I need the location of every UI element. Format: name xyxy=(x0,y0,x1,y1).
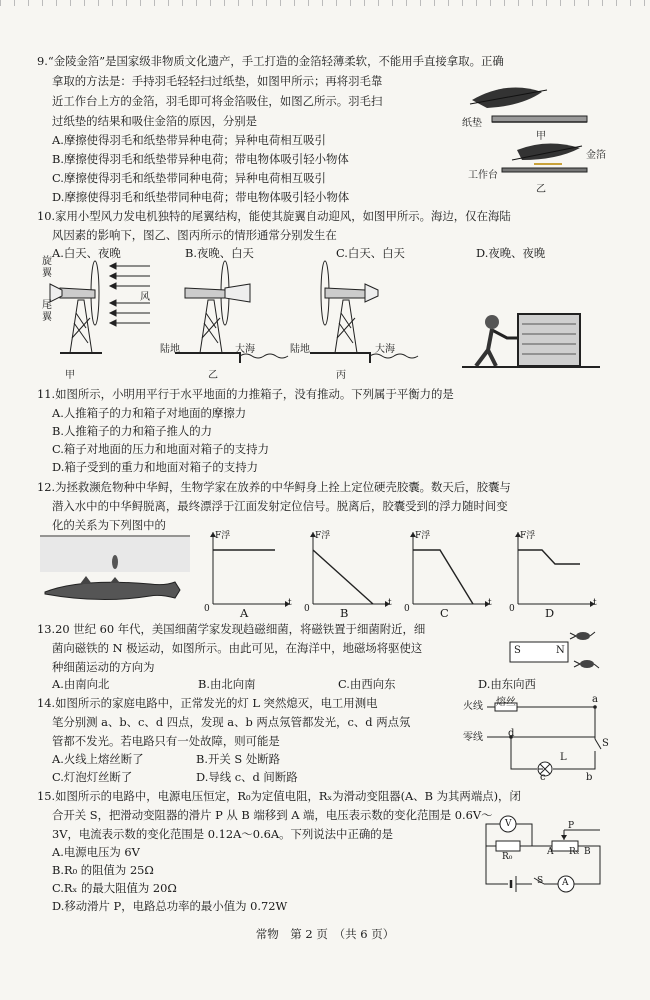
q9-option-c[interactable]: C.摩擦使得羽毛和纸垫带同种电荷；异种电荷相互吸引 xyxy=(52,171,326,185)
q10-rotor-label: 旋翼 xyxy=(42,256,52,279)
q10-bing-label: 丙 xyxy=(336,370,346,381)
q9-option-b[interactable]: B.摩擦使得羽毛和纸垫带异种电荷；带电物体吸引轻小物体 xyxy=(52,152,349,166)
q15-option-b[interactable]: B.R₀ 的阻值为 25Ω xyxy=(52,863,154,877)
q12-stem-3: 化的关系为下列图中的 xyxy=(52,518,166,532)
graph-a-xlabel: t xyxy=(288,598,292,608)
point-d-label: d xyxy=(508,728,515,739)
slider-p xyxy=(561,835,567,840)
resistor-r0 xyxy=(496,841,520,851)
q10-yi-label: 乙 xyxy=(208,370,218,381)
bacteria-icon xyxy=(574,660,599,668)
graph-d xyxy=(515,532,595,607)
graph-d-label[interactable]: D xyxy=(545,606,555,620)
q13-stem-1: 13.20 世纪 60 年代，美国细菌学家发现趋磁细菌，将磁铁置于细菌附近，细 xyxy=(37,622,426,636)
workbench xyxy=(502,168,587,172)
wind-turbine-jia xyxy=(50,261,102,353)
q13-option-c[interactable]: C.由西向东 xyxy=(338,677,396,691)
graph-a-origin: 0 xyxy=(204,604,210,614)
lamp-label: L xyxy=(560,752,567,763)
q15-option-c[interactable]: C.Rₓ 的最大阻值为 20Ω xyxy=(52,881,177,895)
q10-land-label-yi: 陆地 xyxy=(160,344,180,355)
q14-option-d[interactable]: D.导线 c、d 间断路 xyxy=(196,770,298,784)
graph-c-xlabel: t xyxy=(488,598,492,608)
boy-pushing-icon xyxy=(476,315,517,366)
q10-option-b[interactable]: B.夜晚、白天 xyxy=(185,246,254,260)
q10-tail-label: 尾翼 xyxy=(42,300,52,323)
graph-a xyxy=(210,532,290,607)
graph-b-curve xyxy=(313,550,373,604)
q9-option-a[interactable]: A.摩擦使得羽毛和纸垫带异种电荷；异种电荷相互吸引 xyxy=(52,133,326,147)
graph-d-curve xyxy=(518,550,580,564)
wind-turbine-bing xyxy=(310,261,418,363)
q13-stem-3: 种细菌运动的方向为 xyxy=(52,660,155,674)
q15-stem-2: 合开关 S，把滑动变阻器的滑片 P 从 B 端移到 A 端，电压表示数的变化范围是 0.6V～ xyxy=(52,808,493,822)
graph-d-xlabel: t xyxy=(593,598,597,608)
switch-label: S xyxy=(602,738,609,749)
q15-option-a[interactable]: A.电源电压为 6V xyxy=(52,845,140,859)
graph-c-curve xyxy=(413,550,473,604)
q9-stem-4: 过纸垫的结果和吸住金箔的原因，分别是 xyxy=(52,114,258,128)
switch-label: S xyxy=(537,876,544,886)
q10-figure xyxy=(40,258,460,373)
q11-figure xyxy=(462,300,602,378)
magnet-n-label: N xyxy=(556,645,565,656)
graph-b-label[interactable]: B xyxy=(340,606,349,620)
rx-label: Rₓ xyxy=(569,847,580,857)
fuse-label: 熔丝 xyxy=(496,697,516,708)
q10-sea-label-bing: 大海 xyxy=(375,344,395,355)
neutral-label: 零线 xyxy=(463,732,483,743)
voltmeter-label: V xyxy=(505,819,512,829)
q11-option-d[interactable]: D.箱子受到的重力和地面对箱子的支持力 xyxy=(52,460,258,474)
point-c-label: c xyxy=(540,772,546,783)
graph-b xyxy=(310,532,390,607)
q10-wind-label: 风 xyxy=(140,292,150,303)
graph-c xyxy=(410,532,490,607)
q14-option-b[interactable]: B.开关 S 处断路 xyxy=(196,752,280,766)
graph-c-origin: 0 xyxy=(404,604,410,614)
q15-stem-3: 3V，电流表示数的变化范围是 0.12A～0.6A。下列说法中正确的是 xyxy=(52,827,394,841)
q10-land-label-bing: 陆地 xyxy=(290,344,310,355)
feather-icon xyxy=(512,143,582,160)
q9-jia-label: 甲 xyxy=(536,131,546,142)
q11-option-a[interactable]: A.人推箱子的力和箱子对地面的摩擦力 xyxy=(52,406,247,420)
graph-c-ylabel: F浮 xyxy=(415,531,431,541)
q9-gold-label: 金箔 xyxy=(586,150,606,161)
q10-jia-label: 甲 xyxy=(65,370,75,381)
q11-option-c[interactable]: C.箱子对地面的压力和地面对箱子的支持力 xyxy=(52,442,269,456)
q12-sturgeon-figure xyxy=(40,534,190,609)
q15-stem-1: 15.如图所示的电路中，电源电压恒定，R₀为定值电阻，Rₓ为滑动变阻器(A、B 为其两端点)，闭 xyxy=(37,789,521,803)
wind-turbine-yi xyxy=(175,261,288,363)
sturgeon-icon xyxy=(45,576,180,600)
scan-edge xyxy=(0,0,650,6)
ammeter-label: A xyxy=(562,878,569,888)
end-b-label: B xyxy=(584,847,591,857)
point-b-label: b xyxy=(586,772,593,783)
q14-stem-1: 14.如图所示的家庭电路中，正常发光的灯 L 突然熄灭，电工用测电 xyxy=(37,696,378,710)
switch-s xyxy=(595,739,601,749)
q14-option-a[interactable]: A.火线上熔丝断了 xyxy=(52,752,144,766)
q9-paper-label: 纸垫 xyxy=(462,118,482,129)
r0-label: R₀ xyxy=(502,852,513,862)
capsule-icon xyxy=(112,555,118,569)
graph-b-xlabel: t xyxy=(388,598,392,608)
q10-stem-1: 10.家用小型风力发电机独特的尾翼结构，能使其旋翼自动迎风，如图甲所示。海边，仅在海陆 xyxy=(37,209,511,223)
q11-option-b[interactable]: B.人推箱子的力和箱子推人的力 xyxy=(52,424,213,438)
live-label: 火线 xyxy=(463,701,483,712)
q14-stem-2: 笔分别测 a、b、c、d 四点，发现 a、b 两点氖管都发光，c、d 两点氖 xyxy=(52,715,411,729)
q9-option-d[interactable]: D.摩擦使得羽毛和纸垫带同种电荷；带电物体吸引轻小物体 xyxy=(52,190,350,204)
graph-b-ylabel: F浮 xyxy=(315,531,331,541)
page-footer: 常物 第 2 页 （共 6 页） xyxy=(255,927,395,941)
q9-stem-2: 拿取的方法是：手持羽毛轻轻扫过纸垫，如图甲所示；再将羽毛靠 xyxy=(52,74,383,88)
q9-stem-1: 9.“金陵金箔”是国家级非物质文化遗产，手工打造的金箔轻薄柔软，不能用手直接拿取。正确 xyxy=(37,54,504,68)
q12-stem-1: 12.为拯救濒危物种中华鲟，生物学家在放养的中华鲟身上拴上定位硬壳胶囊。数天后，胶囊与 xyxy=(37,480,511,494)
graph-b-origin: 0 xyxy=(304,604,310,614)
graph-a-label[interactable]: A xyxy=(240,606,249,620)
q9-yi-label: 乙 xyxy=(536,184,546,195)
q10-sea-label-yi: 大海 xyxy=(235,344,255,355)
graph-d-origin: 0 xyxy=(509,604,515,614)
q10-option-a[interactable]: A.白天、夜晚 xyxy=(52,246,121,260)
q14-stem-3: 管都不发光。若电路只有一处故障，则可能是 xyxy=(52,734,280,748)
q14-option-c[interactable]: C.灯泡灯丝断了 xyxy=(52,770,133,784)
q13-option-b[interactable]: B.由北向南 xyxy=(198,677,256,691)
slider-p-label: P xyxy=(568,821,575,831)
q11-stem: 11.如图所示，小明用平行于水平地面的力推箱子，没有推动。下列属于平衡力的是 xyxy=(37,387,454,401)
graph-c-label[interactable]: C xyxy=(440,606,449,620)
q13-option-a[interactable]: A.由南向北 xyxy=(52,677,110,691)
paper-pad xyxy=(492,116,587,122)
point-a-label: a xyxy=(592,694,598,705)
q13-stem-2: 菌向磁铁的 N 极运动，如图所示。由此可见，在海洋中，地磁场将驱使这 xyxy=(52,641,423,655)
graph-a-ylabel: F浮 xyxy=(215,531,231,541)
graph-d-ylabel: F浮 xyxy=(520,531,536,541)
end-a-label: A xyxy=(547,847,554,857)
q10-stem-2: 风因素的影响下，图乙、图丙所示的情形通常分别发生在 xyxy=(52,228,337,242)
q10-option-c[interactable]: C.白天、白天 xyxy=(336,246,405,260)
q15-option-d[interactable]: D.移动滑片 P，电路总功率的最小值为 0.72W xyxy=(52,899,288,913)
bacteria-icon xyxy=(570,632,595,640)
q10-option-d[interactable]: D.夜晚、夜晚 xyxy=(476,246,546,260)
q12-stem-2: 潜入水中的中华鲟脱离，最终漂浮于江面发射定位信号。脱离后，胶囊受到的浮力随时间变 xyxy=(52,499,508,513)
q13-option-d[interactable]: D.由东向西 xyxy=(478,677,536,691)
wooden-box xyxy=(518,314,580,366)
feather-icon xyxy=(470,88,547,109)
q9-stem-3: 近工作台上方的金箔，羽毛即可将金箔吸住，如图乙所示。羽毛扫 xyxy=(52,94,383,108)
q14-circuit xyxy=(465,695,615,777)
q9-table-label: 工作台 xyxy=(468,170,498,181)
magnet-s-label: S xyxy=(514,645,521,656)
